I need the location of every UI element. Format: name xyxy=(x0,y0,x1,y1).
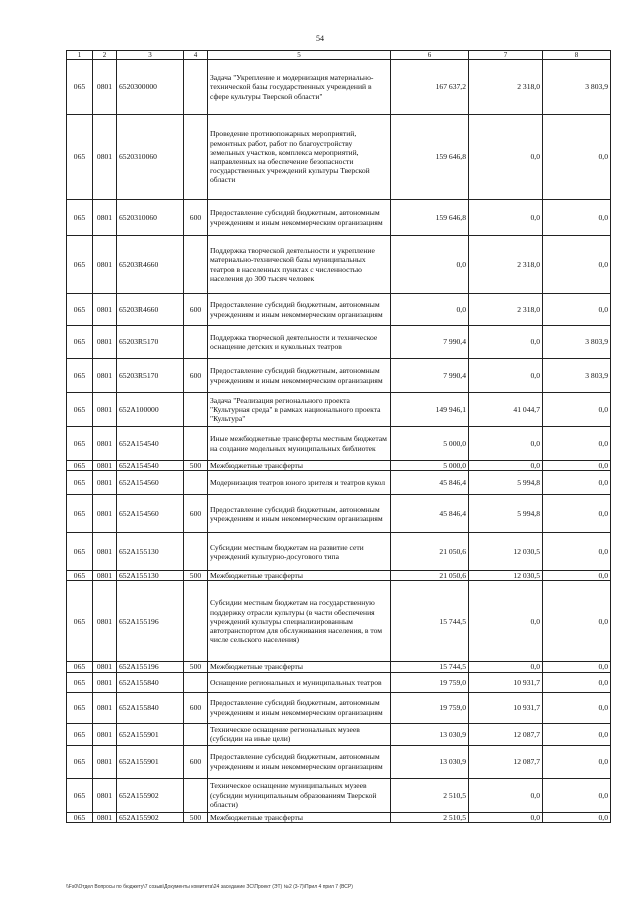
target-article-cell: 652A154560 xyxy=(117,471,184,495)
item-name-cell: Модернизация театров юного зрителя и театров кукол xyxy=(208,471,391,495)
target-article-cell: 652A155902 xyxy=(117,778,184,812)
table-row xyxy=(67,359,611,393)
target-article-cell: 652A155196 xyxy=(117,662,184,672)
amount-col8-cell: 0,0 xyxy=(543,778,611,812)
column-number: 6 xyxy=(391,51,469,60)
item-name-cell: Задача "Укрепление и модернизация материально-технической базы государственных учреждений в сфере культуры Тверской области" xyxy=(208,60,391,115)
amount-col6-cell: 19 759,0 xyxy=(391,672,469,692)
table-row xyxy=(67,812,611,822)
department-code-cell: 065 xyxy=(67,495,93,533)
target-article-cell: 65203R4660 xyxy=(117,236,184,294)
department-code-cell: 065 xyxy=(67,571,93,581)
amount-col7-cell: 0,0 xyxy=(469,812,543,822)
expense-type-cell xyxy=(184,723,208,745)
section-code-cell: 0801 xyxy=(93,60,117,115)
amount-col7-cell: 2 318,0 xyxy=(469,294,543,326)
section-code-cell: 0801 xyxy=(93,427,117,461)
table-row xyxy=(67,200,611,236)
section-code-cell: 0801 xyxy=(93,745,117,778)
amount-col7-cell: 0,0 xyxy=(469,115,543,200)
target-article-cell: 6520310060 xyxy=(117,115,184,200)
amount-col6-cell: 0,0 xyxy=(391,236,469,294)
table-row xyxy=(67,495,611,533)
expense-type-cell xyxy=(184,326,208,359)
department-code-cell: 065 xyxy=(67,723,93,745)
amount-col7-cell: 10 931,7 xyxy=(469,672,543,692)
amount-col6-cell: 2 510,5 xyxy=(391,778,469,812)
department-code-cell: 065 xyxy=(67,745,93,778)
column-number: 1 xyxy=(67,51,93,60)
item-name-cell: Задача "Реализация регионального проекта "Культурная среда" в рамках национального проекта "Культура" xyxy=(208,393,391,427)
expense-type-cell: 600 xyxy=(184,495,208,533)
section-code-cell: 0801 xyxy=(93,812,117,822)
column-number: 2 xyxy=(93,51,117,60)
amount-col6-cell: 7 990,4 xyxy=(391,326,469,359)
expense-type-cell: 600 xyxy=(184,745,208,778)
section-code-cell: 0801 xyxy=(93,393,117,427)
amount-col8-cell: 0,0 xyxy=(543,495,611,533)
amount-col8-cell: 3 803,9 xyxy=(543,326,611,359)
table-row xyxy=(67,427,611,461)
amount-col7-cell: 10 931,7 xyxy=(469,692,543,723)
item-name-cell: Предоставление субсидий бюджетным, автономным учреждениям и иным некоммерческим организациям xyxy=(208,359,391,393)
department-code-cell: 065 xyxy=(67,115,93,200)
department-code-cell: 065 xyxy=(67,812,93,822)
table-row xyxy=(67,471,611,495)
target-article-cell: 652A155902 xyxy=(117,812,184,822)
amount-col6-cell: 13 030,9 xyxy=(391,745,469,778)
item-name-cell: Межбюджетные трансферты xyxy=(208,812,391,822)
target-article-cell: 652A155901 xyxy=(117,745,184,778)
target-article-cell: 652A154540 xyxy=(117,461,184,471)
amount-col7-cell: 0,0 xyxy=(469,359,543,393)
column-number: 3 xyxy=(117,51,184,60)
target-article-cell: 652A154560 xyxy=(117,495,184,533)
expense-type-cell: 500 xyxy=(184,812,208,822)
section-code-cell: 0801 xyxy=(93,294,117,326)
expense-type-cell xyxy=(184,427,208,461)
amount-col6-cell: 45 846,4 xyxy=(391,495,469,533)
amount-col8-cell: 0,0 xyxy=(543,692,611,723)
target-article-cell: 652A155840 xyxy=(117,672,184,692)
table-row xyxy=(67,461,611,471)
amount-col7-cell: 0,0 xyxy=(469,461,543,471)
amount-col8-cell: 0,0 xyxy=(543,427,611,461)
amount-col8-cell: 0,0 xyxy=(543,581,611,662)
department-code-cell: 065 xyxy=(67,533,93,571)
header-row xyxy=(67,51,611,60)
item-name-cell: Предоставление субсидий бюджетным, автономным учреждениям и иным некоммерческим организациям xyxy=(208,692,391,723)
amount-col8-cell: 0,0 xyxy=(543,672,611,692)
table-row xyxy=(67,745,611,778)
item-name-cell: Предоставление субсидий бюджетным, автономным учреждениям и иным некоммерческим организациям xyxy=(208,200,391,236)
item-name-cell: Техническое оснащение региональных музеев (субсидии на иные цели) xyxy=(208,723,391,745)
amount-col8-cell: 0,0 xyxy=(543,461,611,471)
item-name-cell: Межбюджетные трансферты xyxy=(208,571,391,581)
target-article-cell: 652A154540 xyxy=(117,427,184,461)
amount-col8-cell: 0,0 xyxy=(543,533,611,571)
target-article-cell: 65203R5170 xyxy=(117,359,184,393)
amount-col6-cell: 5 000,0 xyxy=(391,427,469,461)
amount-col8-cell: 0,0 xyxy=(543,723,611,745)
department-code-cell: 065 xyxy=(67,461,93,471)
amount-col6-cell: 19 759,0 xyxy=(391,692,469,723)
expense-type-cell xyxy=(184,60,208,115)
table-row xyxy=(67,393,611,427)
amount-col6-cell: 2 510,5 xyxy=(391,812,469,822)
target-article-cell: 652A155840 xyxy=(117,692,184,723)
item-name-cell: Поддержка творческой деятельности и техническое оснащение детских и кукольных театров xyxy=(208,326,391,359)
amount-col6-cell: 159 646,8 xyxy=(391,115,469,200)
amount-col6-cell: 15 744,5 xyxy=(391,581,469,662)
amount-col8-cell: 0,0 xyxy=(543,115,611,200)
section-code-cell: 0801 xyxy=(93,115,117,200)
expense-type-cell xyxy=(184,581,208,662)
target-article-cell: 65203R4660 xyxy=(117,294,184,326)
table-row xyxy=(67,672,611,692)
item-name-cell: Оснащение региональных и муниципальных театров xyxy=(208,672,391,692)
column-number: 7 xyxy=(469,51,543,60)
amount-col7-cell: 12 087,7 xyxy=(469,723,543,745)
amount-col8-cell: 0,0 xyxy=(543,471,611,495)
expense-type-cell: 600 xyxy=(184,692,208,723)
target-article-cell: 652A100000 xyxy=(117,393,184,427)
amount-col7-cell: 0,0 xyxy=(469,778,543,812)
amount-col6-cell: 13 030,9 xyxy=(391,723,469,745)
amount-col7-cell: 5 994,8 xyxy=(469,495,543,533)
item-name-cell: Предоставление субсидий бюджетным, автономным учреждениям и иным некоммерческим организациям xyxy=(208,745,391,778)
expense-type-cell: 500 xyxy=(184,662,208,672)
department-code-cell: 065 xyxy=(67,393,93,427)
amount-col8-cell: 0,0 xyxy=(543,236,611,294)
amount-col7-cell: 0,0 xyxy=(469,427,543,461)
amount-col8-cell: 0,0 xyxy=(543,662,611,672)
table-row xyxy=(67,236,611,294)
department-code-cell: 065 xyxy=(67,672,93,692)
expense-type-cell: 500 xyxy=(184,461,208,471)
expense-type-cell xyxy=(184,672,208,692)
target-article-cell: 65203R5170 xyxy=(117,326,184,359)
amount-col6-cell: 21 050,6 xyxy=(391,571,469,581)
page-number: 54 xyxy=(316,34,324,43)
amount-col6-cell: 21 050,6 xyxy=(391,533,469,571)
item-name-cell: Субсидии местным бюджетам на государственную поддержку отрасли культуры (в части обеспечения учреждений культуры специализированным автотранспортом для обслуживания населения, в том числе сельского населения) xyxy=(208,581,391,662)
item-name-cell: Иные межбюджетные трансферты местным бюджетам на создание модельных муниципальных библиотек xyxy=(208,427,391,461)
department-code-cell: 065 xyxy=(67,200,93,236)
target-article-cell: 652A155196 xyxy=(117,581,184,662)
expense-type-cell xyxy=(184,115,208,200)
item-name-cell: Субсидии местным бюджетам на развитие сети учреждений культурно-досугового типа xyxy=(208,533,391,571)
item-name-cell: Техническое оснащение муниципальных музеев (субсидии муниципальным образованиям Тверской области) xyxy=(208,778,391,812)
section-code-cell: 0801 xyxy=(93,326,117,359)
file-path-footer: \\Fs0\Отдел Вопросы по бюджету\7 созыв\Документы комитета\24 заседание ЗС\Проект (ЭТ) №2 (3-7)\Прил 4 прил 7 (ВСР) xyxy=(66,884,353,890)
amount-col6-cell: 45 846,4 xyxy=(391,471,469,495)
amount-col7-cell: 2 318,0 xyxy=(469,60,543,115)
expense-type-cell: 500 xyxy=(184,571,208,581)
amount-col7-cell: 12 030,5 xyxy=(469,571,543,581)
department-code-cell: 065 xyxy=(67,294,93,326)
amount-col8-cell: 0,0 xyxy=(543,200,611,236)
section-code-cell: 0801 xyxy=(93,495,117,533)
expense-type-cell xyxy=(184,471,208,495)
amount-col7-cell: 5 994,8 xyxy=(469,471,543,495)
table-row xyxy=(67,662,611,672)
amount-col7-cell: 12 030,5 xyxy=(469,533,543,571)
expense-type-cell: 600 xyxy=(184,200,208,236)
target-article-cell: 652A155901 xyxy=(117,723,184,745)
amount-col7-cell: 0,0 xyxy=(469,581,543,662)
department-code-cell: 065 xyxy=(67,471,93,495)
expense-type-cell xyxy=(184,393,208,427)
expense-type-cell: 600 xyxy=(184,359,208,393)
item-name-cell: Проведение противопожарных мероприятий, ремонтных работ, работ по благоустройству земельных участков, комплекса мероприятий, направленных на обеспечение безопасности государственных учреждений культуры Тверской области xyxy=(208,115,391,200)
department-code-cell: 065 xyxy=(67,326,93,359)
table-row xyxy=(67,326,611,359)
column-number: 8 xyxy=(543,51,611,60)
column-number: 4 xyxy=(184,51,208,60)
table-row xyxy=(67,723,611,745)
amount-col6-cell: 0,0 xyxy=(391,294,469,326)
amount-col7-cell: 41 044,7 xyxy=(469,393,543,427)
section-code-cell: 0801 xyxy=(93,236,117,294)
table-row xyxy=(67,571,611,581)
amount-col7-cell: 12 087,7 xyxy=(469,745,543,778)
expense-type-cell xyxy=(184,236,208,294)
department-code-cell: 065 xyxy=(67,778,93,812)
table-row xyxy=(67,533,611,571)
department-code-cell: 065 xyxy=(67,662,93,672)
department-code-cell: 065 xyxy=(67,236,93,294)
table-row xyxy=(67,692,611,723)
amount-col6-cell: 15 744,5 xyxy=(391,662,469,672)
amount-col8-cell: 0,0 xyxy=(543,393,611,427)
section-code-cell: 0801 xyxy=(93,692,117,723)
amount-col8-cell: 3 803,9 xyxy=(543,359,611,393)
table-row xyxy=(67,581,611,662)
budget-table xyxy=(66,50,611,823)
amount-col6-cell: 167 637,2 xyxy=(391,60,469,115)
department-code-cell: 065 xyxy=(67,692,93,723)
amount-col6-cell: 5 000,0 xyxy=(391,461,469,471)
item-name-cell: Межбюджетные трансферты xyxy=(208,461,391,471)
item-name-cell: Поддержка творческой деятельности и укрепление материально-технической базы муниципальных театров в населенных пунктах с численностью населения до 300 тысяч человек xyxy=(208,236,391,294)
amount-col7-cell: 2 318,0 xyxy=(469,236,543,294)
amount-col6-cell: 149 946,1 xyxy=(391,393,469,427)
table-row xyxy=(67,294,611,326)
expense-type-cell xyxy=(184,533,208,571)
amount-col8-cell: 0,0 xyxy=(543,571,611,581)
expense-type-cell xyxy=(184,778,208,812)
expense-type-cell: 600 xyxy=(184,294,208,326)
amount-col8-cell: 0,0 xyxy=(543,745,611,778)
target-article-cell: 652A155130 xyxy=(117,571,184,581)
section-code-cell: 0801 xyxy=(93,533,117,571)
table-row xyxy=(67,115,611,200)
target-article-cell: 6520300000 xyxy=(117,60,184,115)
amount-col8-cell: 3 803,9 xyxy=(543,60,611,115)
section-code-cell: 0801 xyxy=(93,581,117,662)
department-code-cell: 065 xyxy=(67,359,93,393)
item-name-cell: Предоставление субсидий бюджетным, автономным учреждениям и иным некоммерческим организациям xyxy=(208,294,391,326)
column-number: 5 xyxy=(208,51,391,60)
amount-col7-cell: 0,0 xyxy=(469,200,543,236)
section-code-cell: 0801 xyxy=(93,471,117,495)
section-code-cell: 0801 xyxy=(93,200,117,236)
department-code-cell: 065 xyxy=(67,581,93,662)
amount-col8-cell: 0,0 xyxy=(543,812,611,822)
table-row xyxy=(67,778,611,812)
target-article-cell: 652A155130 xyxy=(117,533,184,571)
amount-col6-cell: 7 990,4 xyxy=(391,359,469,393)
section-code-cell: 0801 xyxy=(93,778,117,812)
section-code-cell: 0801 xyxy=(93,359,117,393)
amount-col6-cell: 159 646,8 xyxy=(391,200,469,236)
table-row xyxy=(67,60,611,115)
department-code-cell: 065 xyxy=(67,427,93,461)
section-code-cell: 0801 xyxy=(93,672,117,692)
amount-col8-cell: 0,0 xyxy=(543,294,611,326)
item-name-cell: Межбюджетные трансферты xyxy=(208,662,391,672)
amount-col7-cell: 0,0 xyxy=(469,326,543,359)
target-article-cell: 6520310060 xyxy=(117,200,184,236)
item-name-cell: Предоставление субсидий бюджетным, автономным учреждениям и иным некоммерческим организациям xyxy=(208,495,391,533)
section-code-cell: 0801 xyxy=(93,723,117,745)
department-code-cell: 065 xyxy=(67,60,93,115)
section-code-cell: 0801 xyxy=(93,461,117,471)
section-code-cell: 0801 xyxy=(93,662,117,672)
section-code-cell: 0801 xyxy=(93,571,117,581)
amount-col7-cell: 0,0 xyxy=(469,662,543,672)
